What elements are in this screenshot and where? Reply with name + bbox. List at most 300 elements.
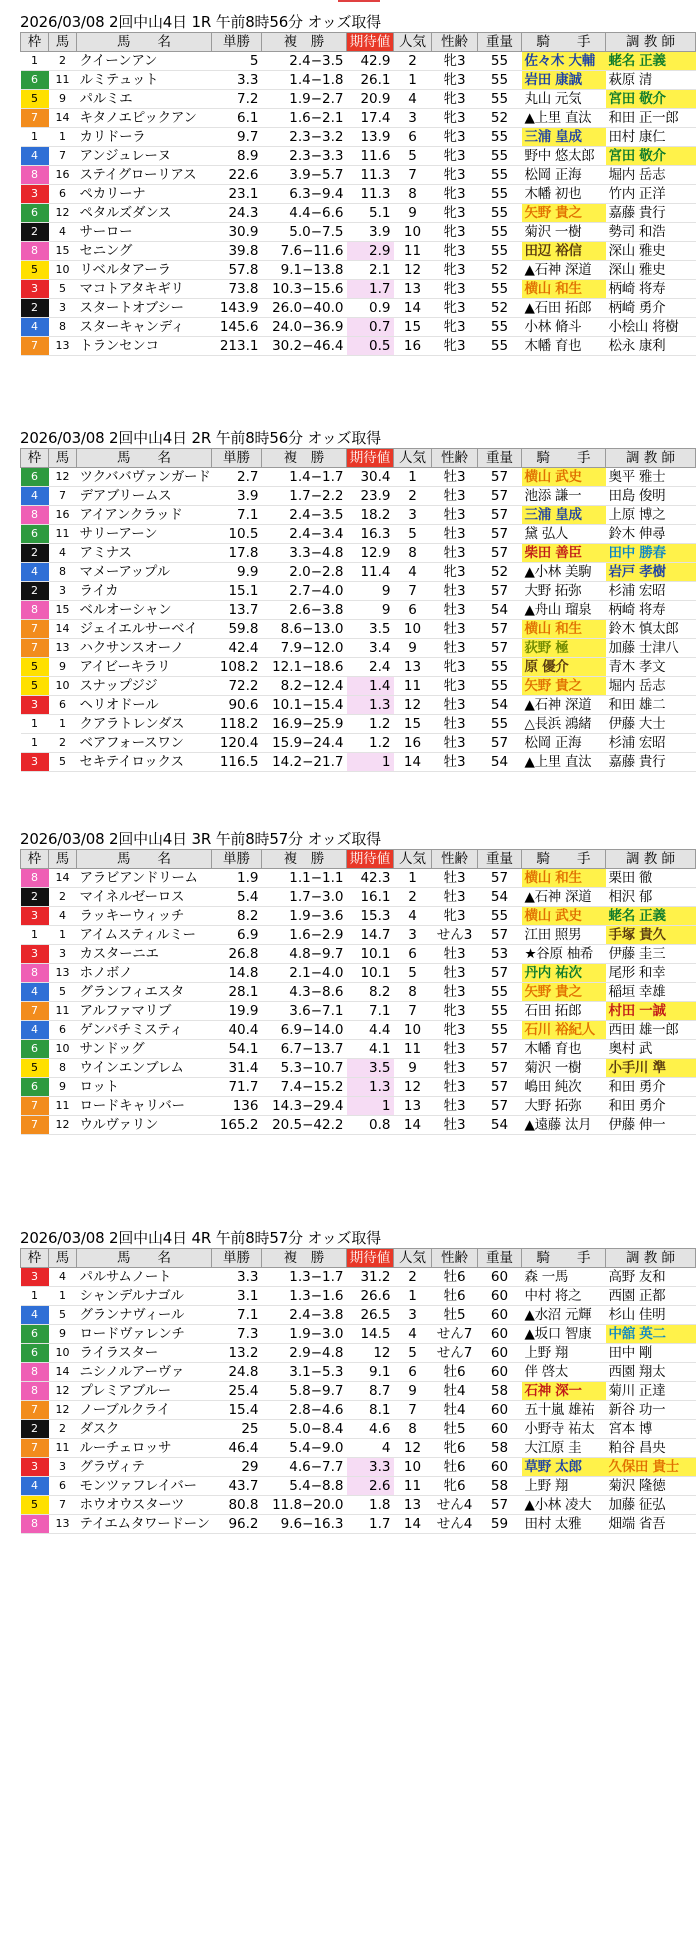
weight-cell: 55 [478,1002,522,1021]
weight-cell: 55 [478,658,522,677]
trainer-cell: 田中 剛 [606,1344,696,1363]
win-odds-cell: 28.1 [212,983,262,1002]
expected-value-cell: 12.9 [347,544,394,563]
place-odds-cell: 1.9−3.0 [262,1325,347,1344]
frame-cell: 2 [21,223,49,242]
popularity-cell: 10 [394,620,432,639]
place-odds-cell: 8.2−12.4 [262,677,347,696]
table-row [21,1059,696,1078]
win-odds-cell: 7.1 [212,506,262,525]
win-odds-cell: 17.8 [212,544,262,563]
horse-number-cell: 15 [49,601,77,620]
place-odds-cell: 6.9−14.0 [262,1021,347,1040]
jockey-cell: 草野 太郎 [522,1458,606,1477]
sex-age-col-header: 性齢 [432,449,478,468]
table-row [21,261,696,280]
win-odds-cell: 143.9 [212,299,262,318]
weight-cell: 60 [478,1306,522,1325]
horse-name-cell: ホノボノ [77,964,212,983]
horse-number-cell: 2 [49,1420,77,1439]
sex-age-cell: 牝3 [432,109,478,128]
weight-cell: 58 [478,1439,522,1458]
expected-value-cell: 11.3 [347,185,394,204]
win-odds-cell: 72.2 [212,677,262,696]
sex-age-cell: 牡3 [432,696,478,715]
win-odds-cell: 1.9 [212,869,262,888]
win-odds-cell: 213.1 [212,337,262,356]
weight-cell: 57 [478,1097,522,1116]
name-col-header: 馬 名 [77,33,212,52]
jockey-cell: ▲遠藤 汰月 [522,1116,606,1135]
win-odds-cell: 23.1 [212,185,262,204]
odds-table [20,32,696,356]
expected-value-cell: 2.4 [347,658,394,677]
horse-name-cell: ラッキーウィッチ [77,907,212,926]
sex-age-cell: 牝3 [432,128,478,147]
trainer-cell: 竹内 正洋 [606,185,696,204]
weight-cell: 54 [478,696,522,715]
expected-value-col-header: 期待値 [347,449,394,468]
expected-value-cell: 0.5 [347,337,394,356]
sex-age-cell: 牡3 [432,620,478,639]
horse-name-cell: ニシノルアーヴァ [77,1363,212,1382]
expected-value-cell: 15.3 [347,907,394,926]
jockey-cell: ▲石田 拓郎 [522,299,606,318]
jockey-cell: 丹内 祐次 [522,964,606,983]
jockey-cell: ▲石神 深道 [522,888,606,907]
trainer-cell: 伊藤 大士 [606,715,696,734]
frame-col-header: 枠 [21,33,49,52]
table-row [21,926,696,945]
trainer-cell: 柄崎 勇介 [606,299,696,318]
popularity-cell: 16 [394,337,432,356]
popularity-col-header: 人気 [394,1249,432,1268]
number-col-header: 馬 [49,33,77,52]
weight-cell: 57 [478,869,522,888]
popularity-cell: 6 [394,128,432,147]
trainer-col-header: 調 教 師 [606,33,696,52]
frame-col-header: 枠 [21,850,49,869]
table-row [21,71,696,90]
win-odds-cell: 13.7 [212,601,262,620]
sex-age-cell: 牡3 [432,487,478,506]
trainer-cell: 栗田 徹 [606,869,696,888]
horse-number-cell: 11 [49,1097,77,1116]
jockey-cell: 矢野 貴之 [522,204,606,223]
popularity-cell: 14 [394,753,432,772]
sex-age-cell: 牝3 [432,1021,478,1040]
jockey-cell: ▲舟山 瑠泉 [522,601,606,620]
jockey-cell: 菊沢 一樹 [522,223,606,242]
weight-cell: 57 [478,582,522,601]
place-odds-cell: 2.4−3.4 [262,525,347,544]
win-odds-cell: 73.8 [212,280,262,299]
trainer-cell: 蛯名 正義 [606,907,696,926]
expected-value-cell: 17.4 [347,109,394,128]
jockey-cell: ★谷原 柚希 [522,945,606,964]
popularity-cell: 8 [394,185,432,204]
weight-cell: 57 [478,525,522,544]
popularity-cell: 14 [394,1515,432,1534]
sex-age-cell: せん4 [432,1496,478,1515]
horse-name-cell: ダスク [77,1420,212,1439]
jockey-cell: 松岡 正海 [522,734,606,753]
jockey-cell: 池添 謙一 [522,487,606,506]
jockey-cell: 田村 太雅 [522,1515,606,1534]
sex-age-col-header: 性齢 [432,850,478,869]
frame-cell: 1 [21,715,49,734]
place-odds-cell: 1.3−1.6 [262,1287,347,1306]
trainer-col-header: 調 教 師 [606,850,696,869]
horse-number-cell: 3 [49,582,77,601]
popularity-cell: 3 [394,926,432,945]
horse-name-cell: ペカリーナ [77,185,212,204]
expected-value-cell: 1.7 [347,280,394,299]
trainer-cell: 西田 雄一郎 [606,1021,696,1040]
table-row [21,869,696,888]
sex-age-cell: 牡3 [432,525,478,544]
table-row [21,945,696,964]
popularity-cell: 6 [394,1363,432,1382]
weight-cell: 58 [478,1382,522,1401]
place-odds-cell: 1.6−2.9 [262,926,347,945]
expected-value-cell: 42.9 [347,52,394,71]
trainer-cell: 田中 勝春 [606,544,696,563]
place-odds-cell: 2.4−3.5 [262,506,347,525]
trainer-cell: 和田 勇介 [606,1078,696,1097]
sex-age-cell: 牡3 [432,753,478,772]
win-odds-cell: 96.2 [212,1515,262,1534]
trainer-cell: 鈴木 伸尋 [606,525,696,544]
horse-number-cell: 13 [49,1515,77,1534]
expected-value-cell: 8.1 [347,1401,394,1420]
jockey-cell: 嶋田 純次 [522,1078,606,1097]
popularity-cell: 9 [394,1382,432,1401]
frame-cell: 7 [21,1097,49,1116]
trainer-cell: 加藤 征弘 [606,1496,696,1515]
trainer-cell: 深山 雅史 [606,242,696,261]
sex-age-cell: 牡3 [432,888,478,907]
weight-cell: 55 [478,71,522,90]
jockey-cell: 石田 拓郎 [522,1002,606,1021]
sex-age-cell: 牝3 [432,280,478,299]
weight-cell: 57 [478,506,522,525]
trainer-cell: 畑端 省吾 [606,1515,696,1534]
popularity-cell: 10 [394,1021,432,1040]
horse-number-cell: 9 [49,658,77,677]
table-row [21,166,696,185]
win-odds-cell: 14.8 [212,964,262,983]
table-row [21,620,696,639]
popularity-cell: 11 [394,1040,432,1059]
expected-value-cell: 16.1 [347,888,394,907]
expected-value-cell: 10.1 [347,964,394,983]
jockey-cell: ▲坂口 智康 [522,1325,606,1344]
trainer-cell: 尾形 和幸 [606,964,696,983]
horse-number-cell: 4 [49,223,77,242]
expected-value-cell: 1 [347,1097,394,1116]
place-odds-cell: 15.9−24.4 [262,734,347,753]
horse-number-cell: 6 [49,1477,77,1496]
frame-cell: 4 [21,1477,49,1496]
place-odds-cell: 1.6−2.1 [262,109,347,128]
win-odds-cell: 165.2 [212,1116,262,1135]
place-odds-cell: 1.9−3.6 [262,907,347,926]
popularity-cell: 12 [394,696,432,715]
table-row [21,753,696,772]
popularity-cell: 10 [394,1458,432,1477]
sex-age-cell: 牝3 [432,52,478,71]
frame-cell: 5 [21,677,49,696]
horse-number-cell: 5 [49,753,77,772]
popularity-cell: 10 [394,223,432,242]
trainer-cell: 稲垣 幸雄 [606,983,696,1002]
popularity-cell: 7 [394,166,432,185]
win-odds-cell: 31.4 [212,1059,262,1078]
frame-cell: 3 [21,280,49,299]
place-odds-cell: 16.9−25.9 [262,715,347,734]
jockey-cell: 横山 和生 [522,280,606,299]
horse-number-cell: 3 [49,945,77,964]
horse-name-cell: テイエムタワードーン [77,1515,212,1534]
table-row [21,52,696,71]
jockey-cell: 黛 弘人 [522,525,606,544]
sex-age-cell: せん7 [432,1344,478,1363]
table-row [21,734,696,753]
place-odds-cell: 14.2−21.7 [262,753,347,772]
sex-age-cell: 牡3 [432,1116,478,1135]
sex-age-cell: 牡3 [432,1040,478,1059]
trainer-cell: 蛯名 正義 [606,52,696,71]
trainer-cell: 小桧山 将樹 [606,318,696,337]
win-odds-cell: 46.4 [212,1439,262,1458]
jockey-cell: 田辺 裕信 [522,242,606,261]
horse-number-cell: 5 [49,1306,77,1325]
weight-cell: 60 [478,1458,522,1477]
table-row [21,964,696,983]
trainer-cell: 鈴木 慎太郎 [606,620,696,639]
frame-cell: 7 [21,1439,49,1458]
popularity-cell: 9 [394,1059,432,1078]
place-odds-cell: 5.0−8.4 [262,1420,347,1439]
sex-age-cell: 牝3 [432,261,478,280]
table-row [21,1002,696,1021]
table-row [21,147,696,166]
popularity-cell: 2 [394,888,432,907]
weight-cell: 55 [478,280,522,299]
horse-number-cell: 9 [49,1325,77,1344]
horse-name-cell: シャンデルナゴル [77,1287,212,1306]
expected-value-cell: 4.6 [347,1420,394,1439]
win-odds-cell: 22.6 [212,166,262,185]
frame-cell: 6 [21,1040,49,1059]
frame-cell: 7 [21,639,49,658]
table-row [21,696,696,715]
jockey-cell: 柴田 善臣 [522,544,606,563]
expected-value-cell: 4.1 [347,1040,394,1059]
frame-cell: 2 [21,888,49,907]
place-odds-cell: 1.7−2.2 [262,487,347,506]
horse-number-cell: 7 [49,487,77,506]
win-col-header: 単勝 [212,33,262,52]
sex-age-cell: 牝3 [432,185,478,204]
win-odds-cell: 6.1 [212,109,262,128]
sex-age-cell: 牡3 [432,734,478,753]
popularity-cell: 13 [394,1097,432,1116]
expected-value-cell: 4 [347,1439,394,1458]
popularity-cell: 1 [394,71,432,90]
frame-cell: 5 [21,90,49,109]
table-row [21,1439,696,1458]
popularity-cell: 1 [394,869,432,888]
horse-number-cell: 1 [49,128,77,147]
win-odds-cell: 29 [212,1458,262,1477]
top-accent-line [338,0,380,2]
popularity-cell: 16 [394,734,432,753]
popularity-cell: 14 [394,299,432,318]
weight-cell: 53 [478,945,522,964]
table-row [21,1382,696,1401]
popularity-cell: 7 [394,1401,432,1420]
win-col-header: 単勝 [212,449,262,468]
expected-value-cell: 11.3 [347,166,394,185]
horse-name-cell: ホウオウスターツ [77,1496,212,1515]
expected-value-col-header: 期待値 [347,1249,394,1268]
jockey-col-header: 騎 手 [522,33,606,52]
horse-number-cell: 11 [49,1002,77,1021]
sex-age-cell: 牝3 [432,563,478,582]
trainer-cell: 深山 雅史 [606,261,696,280]
horse-number-cell: 10 [49,261,77,280]
trainer-cell: 西園 翔太 [606,1363,696,1382]
weight-cell: 54 [478,601,522,620]
horse-name-cell: アルファマリブ [77,1002,212,1021]
weight-cell: 55 [478,204,522,223]
table-row [21,907,696,926]
trainer-cell: 杉浦 宏昭 [606,582,696,601]
table-row [21,544,696,563]
horse-name-cell: パルミエ [77,90,212,109]
jockey-cell: 佐々木 大輔 [522,52,606,71]
place-odds-cell: 2.9−4.8 [262,1344,347,1363]
expected-value-cell: 11.4 [347,563,394,582]
place-odds-cell: 1.4−1.8 [262,71,347,90]
expected-value-cell: 2.9 [347,242,394,261]
weight-cell: 60 [478,1268,522,1287]
sex-age-cell: 牝3 [432,147,478,166]
win-odds-cell: 19.9 [212,1002,262,1021]
win-odds-cell: 3.9 [212,487,262,506]
expected-value-cell: 3.5 [347,1059,394,1078]
popularity-cell: 4 [394,563,432,582]
popularity-cell: 5 [394,964,432,983]
frame-cell: 8 [21,242,49,261]
jockey-cell: 三浦 皇成 [522,506,606,525]
table-row [21,1078,696,1097]
weight-cell: 55 [478,907,522,926]
trainer-cell: 新谷 功一 [606,1401,696,1420]
jockey-cell: 上野 翔 [522,1344,606,1363]
expected-value-cell: 1.7 [347,1515,394,1534]
horse-number-cell: 11 [49,71,77,90]
table-row [21,1458,696,1477]
sex-age-cell: 牝3 [432,1002,478,1021]
horse-number-cell: 1 [49,926,77,945]
popularity-cell: 11 [394,1477,432,1496]
expected-value-col-header: 期待値 [347,33,394,52]
horse-number-cell: 12 [49,1382,77,1401]
trainer-cell: 堀内 岳志 [606,166,696,185]
horse-name-cell: ロット [77,1078,212,1097]
place-odds-cell: 4.6−7.7 [262,1458,347,1477]
jockey-cell: 大野 拓弥 [522,582,606,601]
horse-name-cell: マイネルゼーロス [77,888,212,907]
place-odds-cell: 2.8−4.6 [262,1401,347,1420]
trainer-cell: 高野 友和 [606,1268,696,1287]
expected-value-cell: 1.3 [347,1078,394,1097]
popularity-cell: 11 [394,242,432,261]
horse-name-cell: ステイグローリアス [77,166,212,185]
expected-value-cell: 1.4 [347,677,394,696]
expected-value-cell: 1.8 [347,1496,394,1515]
sex-age-cell: 牡3 [432,639,478,658]
popularity-cell: 8 [394,1420,432,1439]
trainer-cell: 和田 勇介 [606,1097,696,1116]
table-header-row [21,449,696,468]
place-odds-cell: 6.7−13.7 [262,1040,347,1059]
horse-number-cell: 2 [49,888,77,907]
trainer-cell: 加藤 士津八 [606,639,696,658]
horse-name-cell: ノーブルクライ [77,1401,212,1420]
sex-age-cell: 牡5 [432,1420,478,1439]
table-row [21,658,696,677]
place-col-header: 複 勝 [262,449,347,468]
horse-number-cell: 6 [49,1021,77,1040]
sex-age-cell: せん3 [432,926,478,945]
frame-cell: 1 [21,52,49,71]
table-row [21,242,696,261]
odds-table [20,849,696,1135]
jockey-cell: 伴 啓太 [522,1363,606,1382]
table-row [21,90,696,109]
jockey-cell: 横山 武史 [522,907,606,926]
popularity-cell: 2 [394,487,432,506]
win-odds-cell: 2.7 [212,468,262,487]
expected-value-cell: 1.2 [347,734,394,753]
expected-value-cell: 14.5 [347,1325,394,1344]
place-odds-cell: 2.7−4.0 [262,582,347,601]
name-col-header: 馬 名 [77,850,212,869]
jockey-cell: 小野寺 祐太 [522,1420,606,1439]
sex-age-cell: 牝3 [432,242,478,261]
win-odds-cell: 5 [212,52,262,71]
popularity-cell: 13 [394,658,432,677]
table-row [21,1021,696,1040]
popularity-col-header: 人気 [394,33,432,52]
jockey-cell: 原 優介 [522,658,606,677]
horse-name-cell: ジェイエルサーベイ [77,620,212,639]
frame-cell: 7 [21,337,49,356]
popularity-cell: 14 [394,1116,432,1135]
place-odds-cell: 5.0−7.5 [262,223,347,242]
jockey-cell: 木幡 育也 [522,337,606,356]
jockey-cell: 荻野 極 [522,639,606,658]
sex-age-cell: 牡6 [432,1363,478,1382]
horse-number-cell: 12 [49,468,77,487]
horse-name-cell: ゲンパチミスティ [77,1021,212,1040]
weight-cell: 57 [478,1059,522,1078]
horse-number-cell: 16 [49,506,77,525]
